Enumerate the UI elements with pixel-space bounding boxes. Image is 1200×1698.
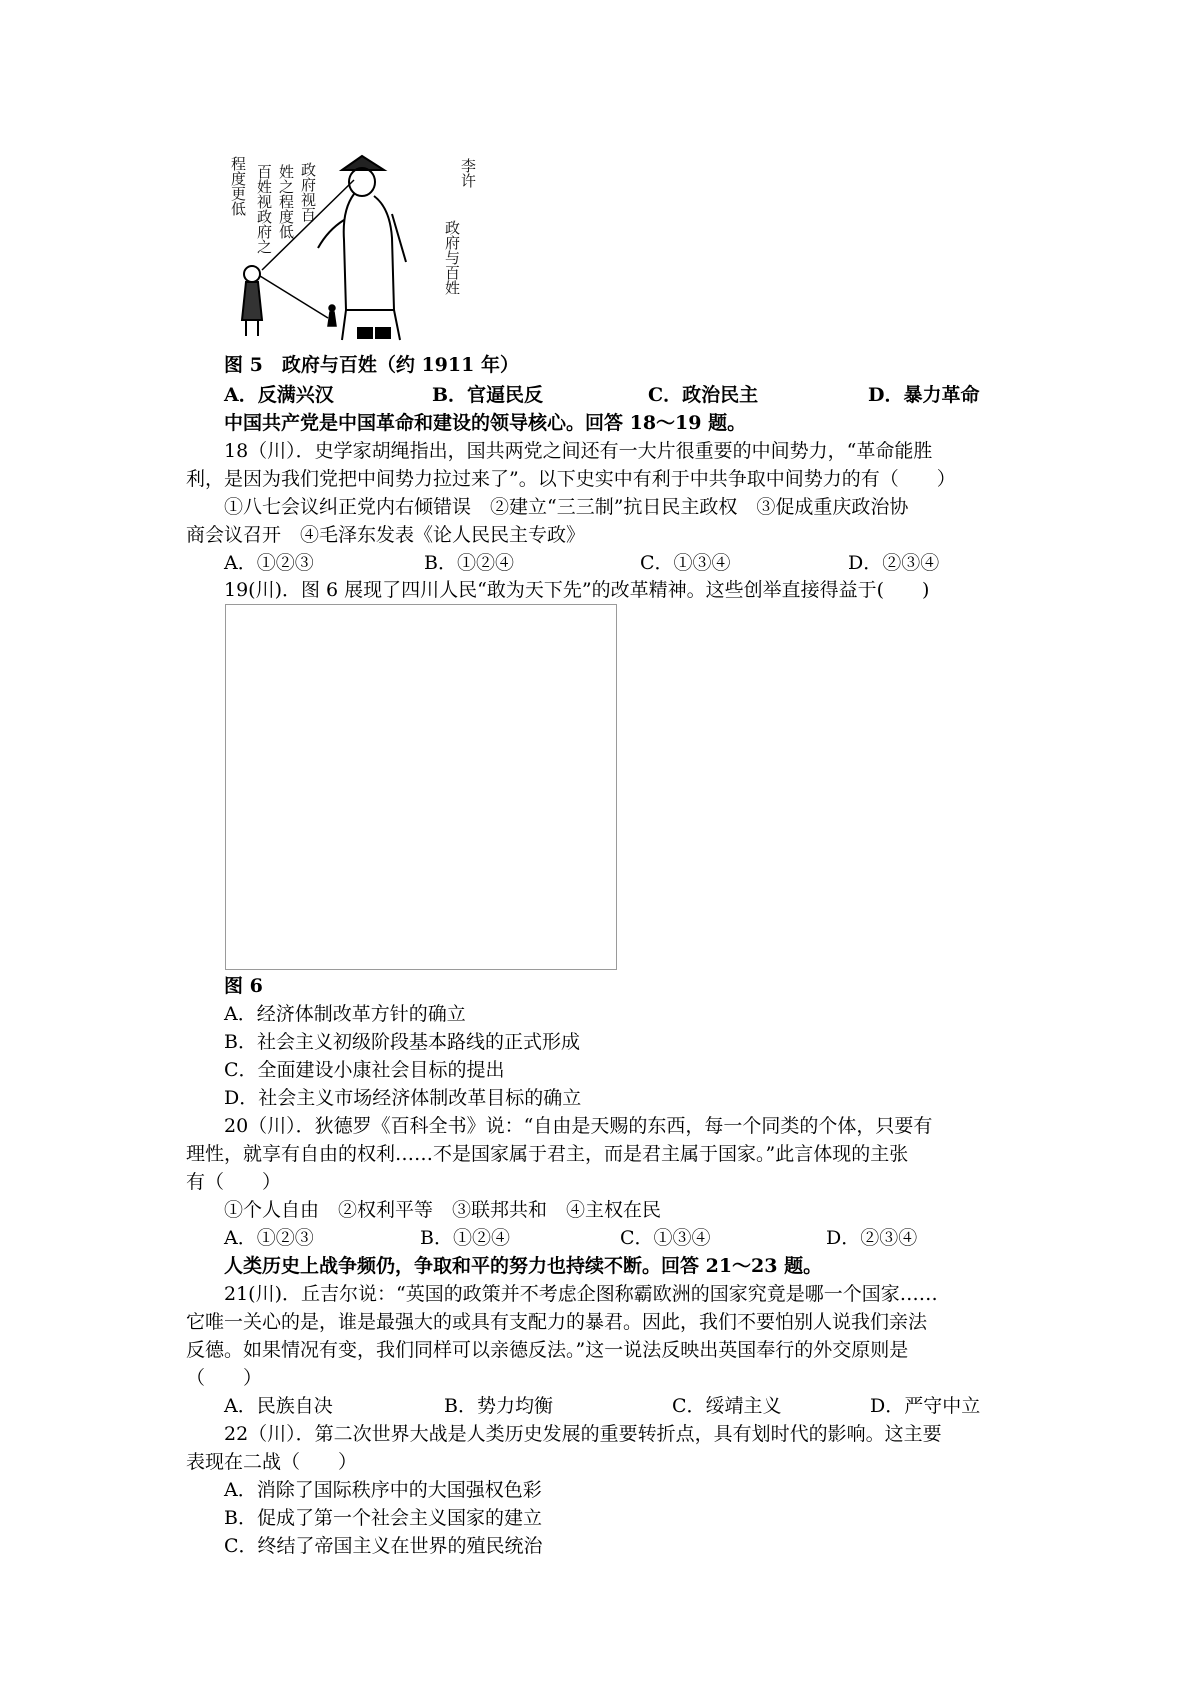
q21-text-line1: 21(川)．丘吉尔说：“英国的政策并不考虑企图称霸欧洲的国家究竟是哪一个国家…… [224, 1283, 938, 1305]
q21-text-line3: 反德。如果情况有变，我们同样可以亲德反法。”这一说法反映出英国奉行的外交原则是 [186, 1339, 909, 1361]
q18-text-line4: 商会议召开 ④毛泽东发表《论人民民主专政》 [186, 524, 586, 546]
q18-text-line2: 利，是因为我们党把中间势力拉过来了”。以下史实中有利于中共争取中间势力的有（ ） [186, 468, 956, 490]
q19-text-line1: 19(川)．图 6 展现了四川人民“敢为天下先”的改革精神。这些创举直接得益于( ) [224, 579, 930, 601]
q18-option-d: D．②③④ [848, 552, 940, 574]
q17-option-c: C．政治民主 [648, 384, 759, 406]
q18-option-c: C．①③④ [640, 552, 731, 574]
q21-text-line4: （ ） [186, 1367, 263, 1389]
q19-option-b: B．社会主义初级阶段基本路线的正式形成 [224, 1031, 580, 1053]
q20-text-line3: 有（ ） [186, 1171, 282, 1193]
figure-5-caption: 图 5 政府与百姓（约 1911 年） [224, 354, 519, 376]
section-heading-21-23: 人类历史上战争频仍，争取和平的努力也持续不断。回答 21～23 题。 [224, 1255, 823, 1277]
q22-option-b: B．促成了第一个社会主义国家的建立 [224, 1507, 542, 1529]
q20-text-line4: ①个人自由 ②权利平等 ③联邦共和 ④主权在民 [224, 1199, 662, 1221]
cartoon-text-col2: 姓之程度低 [277, 164, 295, 239]
q20-option-c: C．①③④ [620, 1227, 711, 1249]
q19-option-c: C．全面建设小康社会目标的提出 [224, 1059, 505, 1081]
q17-option-d: D．暴力革命 [868, 384, 980, 406]
figure-6-caption: 图 6 [224, 975, 263, 997]
cartoon-side-text-1: 李许 [459, 158, 477, 188]
q18-text-line3: ①八七会议纠正党内右倾错误 ②建立“三三制”抗日民主政权 ③促成重庆政治协 [224, 496, 909, 518]
cartoon-side-text-2: 政府与百姓 [443, 220, 461, 295]
q18-option-b: B．①②④ [424, 552, 514, 574]
q22-option-a: A．消除了国际秩序中的大国强权色彩 [224, 1479, 542, 1501]
q20-text-line1: 20（川）．狄德罗《百科全书》说：“自由是天赐的东西，每一个同类的个体，只要有 [224, 1115, 933, 1137]
q21-text-line2: 它唯一关心的是，谁是最强大的或具有支配力的暴君。因此，我们不要怕别人说我们亲法 [186, 1311, 928, 1333]
q17-option-b: B．官逼民反 [432, 384, 544, 406]
q18-option-a: A．①②③ [224, 552, 314, 574]
figure-5-cartoon [224, 150, 484, 358]
cartoon-text-col1: 政府视百 [299, 162, 317, 222]
q20-text-line2: 理性，就享有自由的权利……不是国家属于君主，而是君主属于国家。”此言体现的主张 [186, 1143, 909, 1165]
q22-text-line2: 表现在二战（ ） [186, 1451, 358, 1473]
section-heading-18-19: 中国共产党是中国革命和建设的领导核心。回答 18～19 题。 [224, 412, 747, 434]
q22-text-line1: 22（川）．第二次世界大战是人类历史发展的重要转折点，具有划时代的影响。这主要 [224, 1423, 942, 1445]
q19-option-d: D．社会主义市场经济体制改革目标的确立 [224, 1087, 582, 1109]
figure-6-image-placeholder [225, 604, 617, 970]
q20-option-d: D．②③④ [826, 1227, 918, 1249]
q22-option-c: C．终结了帝国主义在世界的殖民统治 [224, 1535, 543, 1557]
q21-option-c: C．绥靖主义 [672, 1395, 782, 1417]
q21-option-b: B．势力均衡 [444, 1395, 553, 1417]
q19-option-a: A．经济体制改革方针的确立 [224, 1003, 466, 1025]
q20-option-a: A．①②③ [224, 1227, 314, 1249]
q20-option-b: B．①②④ [420, 1227, 510, 1249]
q21-option-d: D．严守中立 [870, 1395, 981, 1417]
q18-text-line1: 18（川）．史学家胡绳指出，国共两党之间还有一大片很重要的中间势力，“革命能胜 [224, 440, 933, 462]
q17-option-a: A．反满兴汉 [224, 384, 334, 406]
cartoon-text-col4: 程度更低 [229, 156, 247, 216]
cartoon-text-col3: 百姓视政府之 [255, 164, 273, 254]
q21-option-a: A．民族自决 [224, 1395, 333, 1417]
